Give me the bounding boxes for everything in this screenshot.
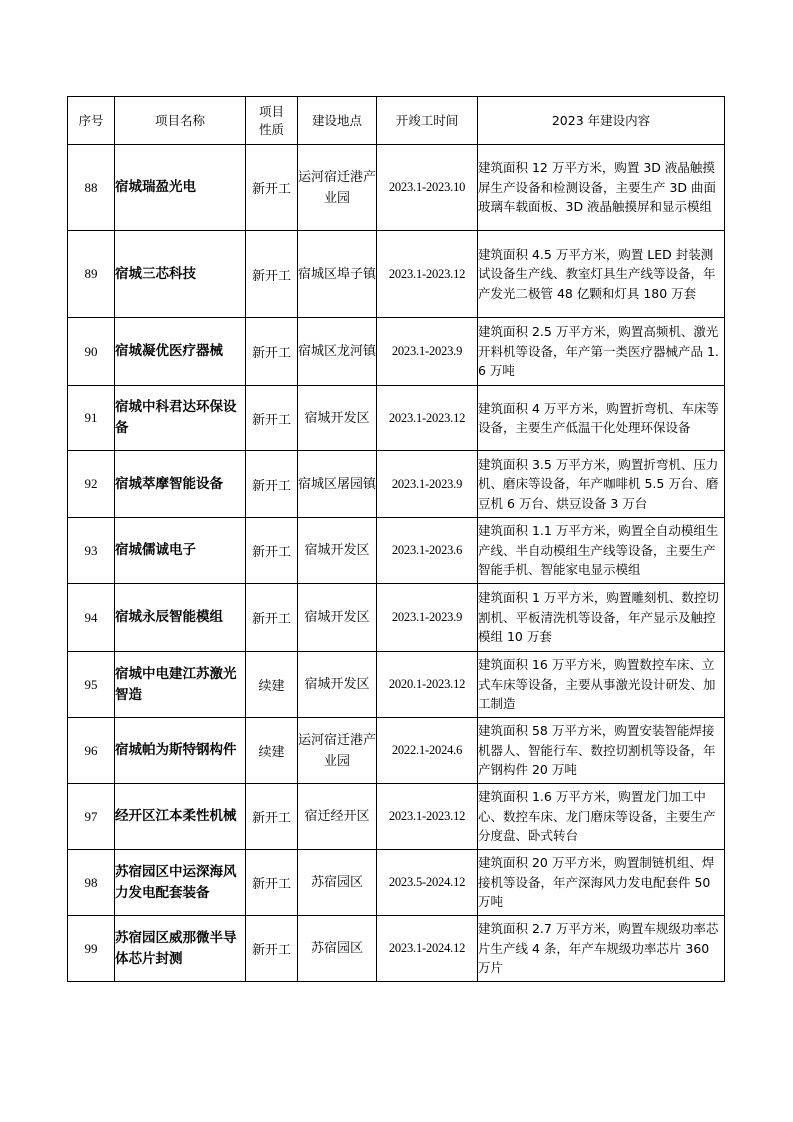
row-location: 宿城区埠子镇: [298, 231, 377, 318]
row-type: 新开工: [246, 386, 298, 451]
row-name: 经开区江本柔性机械: [115, 784, 246, 850]
header-location: 建设地点: [298, 97, 377, 145]
row-seq: 98: [68, 850, 115, 916]
row-location: 宿迁经开区: [298, 784, 377, 850]
row-seq: 95: [68, 652, 115, 718]
row-period: 2023.1-2023.12: [377, 784, 478, 850]
row-period: 2023.5-2024.12: [377, 850, 478, 916]
table-row: [68, 916, 725, 982]
row-type: 续建: [246, 718, 298, 784]
row-content: 建筑面积 2.5 万平方米，购置高频机、激光开料机等设备，年产第一类医疗器械产品 1.6 万吨: [478, 318, 725, 386]
row-location: 宿城开发区: [298, 652, 377, 718]
row-period: 2023.1-2023.12: [377, 386, 478, 451]
row-location: 宿城开发区: [298, 386, 377, 451]
table-row: [68, 231, 725, 318]
row-type: 新开工: [246, 145, 298, 231]
row-type: 新开工: [246, 850, 298, 916]
row-location: 宿城区龙河镇: [298, 318, 377, 386]
row-seq: 92: [68, 451, 115, 518]
row-name: 宿城萃摩智能设备: [115, 451, 246, 518]
row-location: 宿城区屠园镇: [298, 451, 377, 518]
row-location: 宿城开发区: [298, 518, 377, 584]
table-row: [68, 718, 725, 784]
row-content: 建筑面积 12 万平方米，购置 3D 液晶触摸屏生产设备和检测设备，主要生产 3D 曲面玻璃车载面板、3D 液晶触摸屏和显示模组: [478, 145, 725, 231]
table-row: [68, 518, 725, 584]
row-period: 2020.1-2023.12: [377, 652, 478, 718]
header-type-line2: 性质: [258, 121, 284, 137]
row-period: 2023.1-2023.10: [377, 145, 478, 231]
row-type: 新开工: [246, 584, 298, 652]
table-row: [68, 584, 725, 652]
row-location: 运河宿迁港产业园: [298, 718, 377, 784]
row-name: 宿城凝优医疗器械: [115, 318, 246, 386]
row-name: 宿城瑞盈光电: [115, 145, 246, 231]
row-content: 建筑面积 20 万平方米，购置制链机组、焊接机等设备，年产深海风力发电配套件 50 万吨: [478, 850, 725, 916]
row-name: 苏宿园区威那微半导体芯片封测: [115, 916, 246, 982]
row-content: 建筑面积 58 万平方米，购置安装智能焊接机器人、智能行车、数控切割机等设备，年产钢构件 20 万吨: [478, 718, 725, 784]
row-period: 2023.1-2024.12: [377, 916, 478, 982]
row-type: 续建: [246, 652, 298, 718]
table-row: [68, 145, 725, 231]
row-seq: 93: [68, 518, 115, 584]
row-location: 苏宿园区: [298, 850, 377, 916]
row-content: 建筑面积 4.5 万平方米，购置 LED 封装测试设备生产线、教室灯具生产线等设备，年产发光二极管 48 亿颗和灯具 180 万套: [478, 231, 725, 318]
row-period: 2023.1-2023.9: [377, 318, 478, 386]
row-location: 宿城开发区: [298, 584, 377, 652]
header-name: 项目名称: [115, 97, 246, 145]
row-seq: 88: [68, 145, 115, 231]
row-type: 新开工: [246, 451, 298, 518]
row-content: 建筑面积 16 万平方米，购置数控车床、立式车床等设备，主要从事激光设计研发、加工制造: [478, 652, 725, 718]
row-content: 建筑面积 1.1 万平方米，购置全自动模组生产线、半自动模组生产线等设备，主要生产智能手机、智能家电显示模组: [478, 518, 725, 584]
row-period: 2022.1-2024.6: [377, 718, 478, 784]
row-type: 新开工: [246, 784, 298, 850]
row-name: 宿城中电建江苏激光智造: [115, 652, 246, 718]
row-location: 苏宿园区: [298, 916, 377, 982]
table-row: [68, 318, 725, 386]
row-period: 2023.1-2023.12: [377, 231, 478, 318]
row-type: 新开工: [246, 318, 298, 386]
row-name: 宿城儒诚电子: [115, 518, 246, 584]
row-name: 苏宿园区中运深海风力发电配套装备: [115, 850, 246, 916]
row-period: 2023.1-2023.9: [377, 584, 478, 652]
project-table: [67, 96, 725, 982]
row-seq: 97: [68, 784, 115, 850]
row-content: 建筑面积 2.7 万平方米，购置车规级功率芯片生产线 4 条，年产车规级功率芯片 360 万片: [478, 916, 725, 982]
table-header-row: [68, 97, 725, 145]
row-content: 建筑面积 3.5 万平方米，购置折弯机、压力机、磨床等设备，年产咖啡机 5.5 万台、磨豆机 6 万台、烘豆设备 3 万台: [478, 451, 725, 518]
row-content: 建筑面积 4 万平方米，购置折弯机、车床等设备，主要生产低温干化处理环保设备: [478, 386, 725, 451]
header-type: [246, 97, 298, 145]
row-type: 新开工: [246, 916, 298, 982]
row-type: 新开工: [246, 518, 298, 584]
row-seq: 90: [68, 318, 115, 386]
row-name: 宿城帕为斯特钢构件: [115, 718, 246, 784]
row-name: 宿城中科君达环保设备: [115, 386, 246, 451]
row-seq: 94: [68, 584, 115, 652]
row-content: 建筑面积 1.6 万平方米，购置龙门加工中心、数控车床、龙门磨床等设备，主要生产分度盘、卧式转台: [478, 784, 725, 850]
row-seq: 99: [68, 916, 115, 982]
header-period: 开竣工时间: [377, 97, 478, 145]
row-content: 建筑面积 1 万平方米，购置雕刻机、数控切割机、平板清洗机等设备，年产显示及触控模组 10 万套: [478, 584, 725, 652]
row-type: 新开工: [246, 231, 298, 318]
row-location: 运河宿迁港产业园: [298, 145, 377, 231]
row-period: 2023.1-2023.9: [377, 451, 478, 518]
table-row: [68, 784, 725, 850]
table-row: [68, 386, 725, 451]
row-seq: 91: [68, 386, 115, 451]
table-row: [68, 850, 725, 916]
row-seq: 96: [68, 718, 115, 784]
header-seq: 序号: [68, 97, 115, 145]
table-row: [68, 451, 725, 518]
row-name: 宿城永辰智能模组: [115, 584, 246, 652]
row-name: 宿城三芯科技: [115, 231, 246, 318]
table-row: [68, 652, 725, 718]
header-type-line1: 项目: [258, 103, 284, 119]
row-seq: 89: [68, 231, 115, 318]
row-period: 2023.1-2023.6: [377, 518, 478, 584]
header-content: 2023 年建设内容: [478, 97, 725, 145]
